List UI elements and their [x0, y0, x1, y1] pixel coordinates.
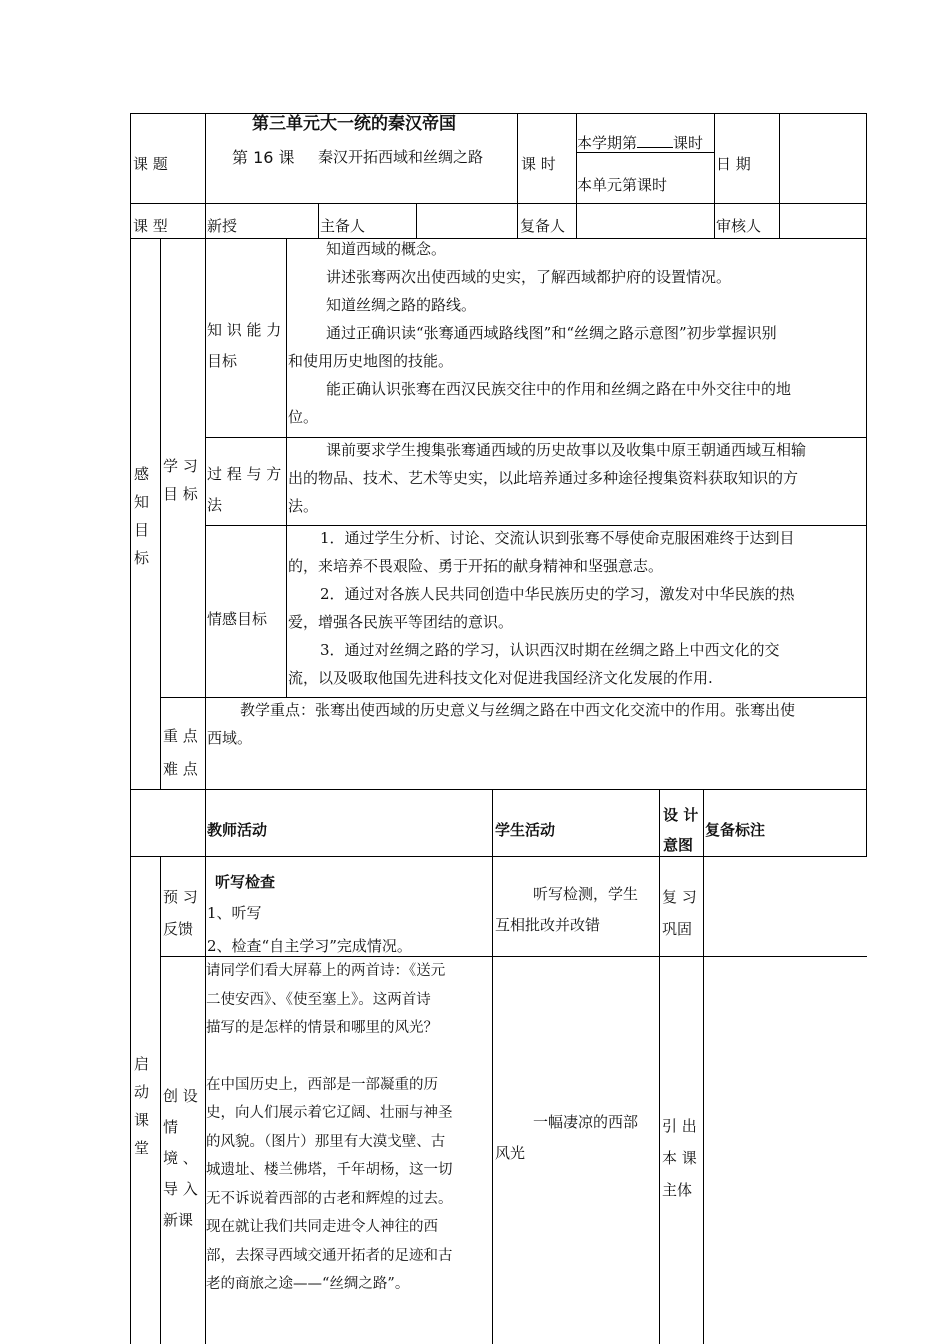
- intro-student-line: 风光: [495, 1144, 526, 1162]
- knowledge-label-1: 知 识 能 力: [207, 321, 282, 339]
- rule: [130, 789, 867, 790]
- rule: [416, 203, 417, 238]
- type-value: 新授: [207, 217, 238, 235]
- rule: [703, 789, 704, 1344]
- reviewer-label: 复备人: [520, 217, 566, 235]
- intro-student-line: 一幅凄凉的西部: [533, 1113, 639, 1131]
- unit-title: 第三单元大一统的秦汉帝国: [252, 114, 456, 134]
- rule: [130, 856, 867, 857]
- rule: [160, 238, 161, 789]
- preview-student-line: 听写检测，学生: [533, 885, 639, 903]
- teacher-activity-header: 教师活动: [207, 821, 268, 839]
- preview-design-line: 复 习: [662, 888, 697, 906]
- rule: [659, 789, 660, 1344]
- rule: [318, 203, 319, 238]
- learning-objectives-label: 学 习 目 标: [163, 457, 198, 503]
- rule: [130, 113, 867, 114]
- emotion-label: 情感目标: [207, 610, 268, 628]
- rule: [517, 113, 518, 238]
- rule: [160, 856, 161, 1344]
- preview-label-2: 反馈: [163, 920, 194, 938]
- rule: [130, 113, 131, 1344]
- key-points-label-1: 重 点: [163, 727, 198, 745]
- preview-teacher-line: 2、检查“自主学习”完成情况。: [207, 937, 412, 955]
- review-note-header: 复备标注: [705, 821, 766, 839]
- process-label-1: 过 程 与 方: [207, 465, 282, 483]
- rule: [576, 152, 714, 153]
- rule: [492, 789, 493, 1344]
- rule: [286, 238, 287, 697]
- dictation-check-title: 听写检查: [215, 873, 276, 891]
- process-text: 课前要求学生搜集张骞通西域的历史故事以及收集中原王朝通西域互相输 出的物品、技术、艺术等史实，以此培养通过多种途径搜集资料获取知识的方 法。: [288, 441, 807, 515]
- lesson-number: 第 16 课: [232, 148, 295, 167]
- rule: [779, 113, 780, 238]
- knowledge-text: 知道西域的概念。 讲述张骞两次出使西域的史实，了解西域都护府的设置情况。 知道丝绸之路的路线。 通过正确识读“张骞通西域路线图”和“丝绸之路示意图”初步掌握识别 和使用历史地图的技能。 能正确认识张骞在西汉民族交往中的作用和丝绸之路在中外交往中的地 位。: [288, 240, 792, 426]
- period-line-2: 本单元第课时: [577, 176, 668, 194]
- rule: [130, 203, 867, 204]
- design-header-2: 意图: [663, 836, 694, 854]
- lesson-title: 秦汉开拓西域和丝绸之路: [318, 148, 484, 166]
- knowledge-label-2: 目标: [207, 352, 238, 370]
- date-label: 日 期: [716, 155, 751, 173]
- process-label-2: 法: [207, 496, 223, 514]
- intro-design-text: 引 出 本 课 主体: [662, 1117, 697, 1199]
- rule: [866, 113, 867, 856]
- preview-teacher-line: 1、听写: [207, 904, 262, 922]
- period-line-1: 本学期第 课时: [577, 134, 704, 152]
- intro-label: 创 设 情 境 、 导 入 新课: [163, 1087, 198, 1229]
- period-label: 课 时: [521, 155, 556, 173]
- type-label: 课 型: [133, 217, 168, 235]
- student-activity-header: 学生活动: [495, 821, 556, 839]
- key-points-text: 教学重点：张骞出使西域的历史意义与丝绸之路在中西文化交流中的作用。张骞出使 西域。: [207, 701, 796, 747]
- key-points-label-2: 难 点: [163, 760, 198, 778]
- preparer-label: 主备人: [320, 217, 366, 235]
- blank-line: [637, 135, 673, 148]
- preview-label-1: 预 习: [163, 888, 198, 906]
- preview-student-line: 互相批改并改错: [495, 916, 601, 934]
- preview-design-line: 巩固: [662, 920, 693, 938]
- intro-teacher-text: 请同学们看大屏幕上的两首诗：《送元 二使安西》、《使至塞上》。这两首诗 描写的是怎样的情景和哪里的风光？ 在中国历史上，西部是一部凝重的历 史，向人们展示着它辽阔、壮丽与神圣 的风貌。（图片）那里有大漠戈壁、古 城遗址、楼兰佛塔，千年胡杨，这一切 无不诉说着西部的古老和辉煌的过去。 现在就让我们共同走进令人神往的西 部，去探寻西域交通开拓者的足迹和古 老的商旅之途——“丝绸之路”。: [206, 963, 453, 1292]
- objectives-section-label: 感知目标: [134, 465, 150, 567]
- auditor-label: 审核人: [716, 217, 762, 235]
- lesson-label: 课 题: [133, 155, 168, 173]
- rule: [714, 113, 715, 238]
- startup-section-label: 启动课堂: [134, 1055, 150, 1157]
- design-header-1: 设 计: [663, 806, 699, 824]
- emotion-text: 1．通过学生分析、讨论、交流认识到张骞不辱使命克服困难终于达到目 的，来培养不畏艰险、勇于开拓的献身精神和坚强意志。 2．通过对各族人民共同创造中华民族历史的学习，激发对中华民族的热 爱，增强各民族平等团结的意识。 3．通过对丝绸之路的学习，认识西汉时期在丝绸之路上中西文化的交 流，以及吸取他国先进科技文化对促进我国经济文化发展的作用.: [288, 529, 795, 687]
